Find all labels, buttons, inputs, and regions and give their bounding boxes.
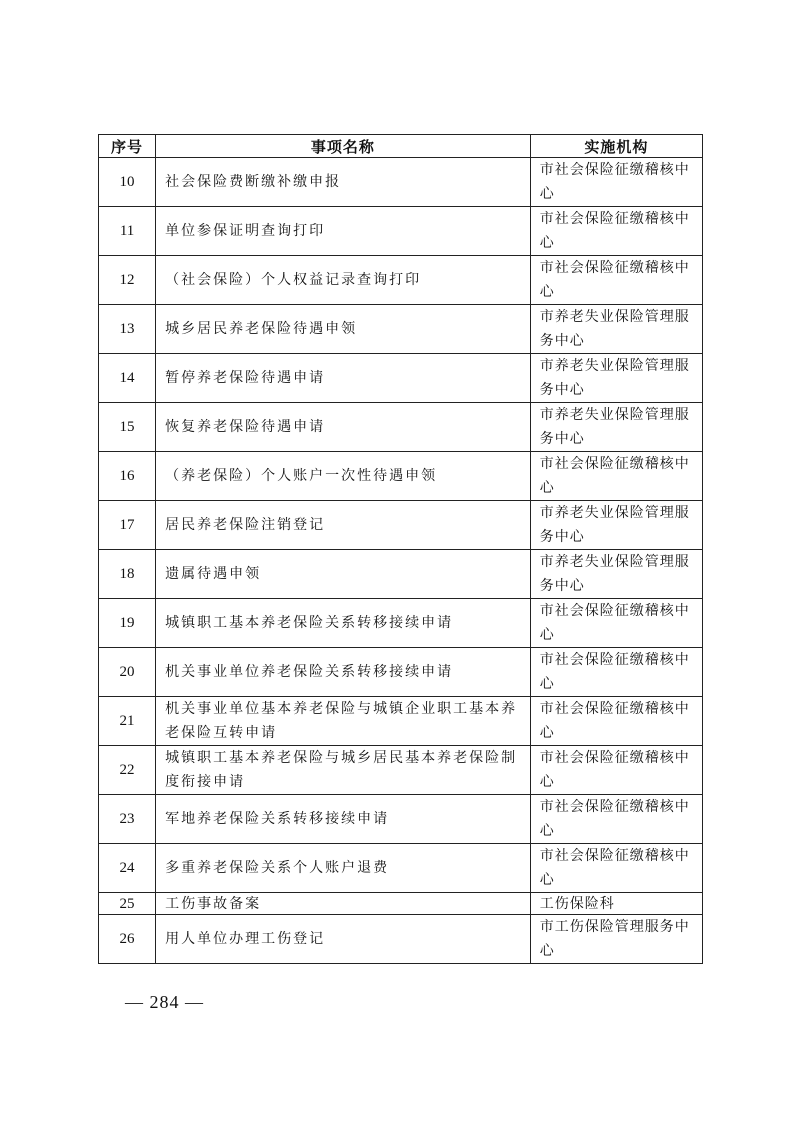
header-implementing-agency: 实施机构 bbox=[530, 135, 702, 158]
row-item-name: 单位参保证明查询打印 bbox=[156, 207, 531, 256]
row-agency: 工伤保险科 bbox=[530, 893, 702, 915]
row-agency: 市社会保险征缴稽核中心 bbox=[530, 599, 702, 648]
row-seq: 23 bbox=[99, 795, 156, 844]
table-row bbox=[99, 305, 703, 354]
table-row bbox=[99, 403, 703, 452]
table-row bbox=[99, 915, 703, 964]
row-seq: 25 bbox=[99, 893, 156, 915]
header-seq: 序号 bbox=[99, 135, 156, 158]
row-agency: 市社会保险征缴稽核中心 bbox=[530, 795, 702, 844]
table-row bbox=[99, 893, 703, 915]
row-item-name: 居民养老保险注销登记 bbox=[156, 501, 531, 550]
item-table bbox=[98, 134, 703, 964]
row-seq: 12 bbox=[99, 256, 156, 305]
row-seq: 10 bbox=[99, 158, 156, 207]
row-agency: 市社会保险征缴稽核中心 bbox=[530, 158, 702, 207]
row-item-name: 军地养老保险关系转移接续申请 bbox=[156, 795, 531, 844]
table-row bbox=[99, 501, 703, 550]
header-item-name: 事项名称 bbox=[156, 135, 531, 158]
table-row bbox=[99, 256, 703, 305]
row-agency: 市养老失业保险管理服务中心 bbox=[530, 354, 702, 403]
row-agency: 市社会保险征缴稽核中心 bbox=[530, 452, 702, 501]
row-agency: 市养老失业保险管理服务中心 bbox=[530, 550, 702, 599]
row-seq: 15 bbox=[99, 403, 156, 452]
row-agency: 市社会保险征缴稽核中心 bbox=[530, 844, 702, 893]
row-seq: 18 bbox=[99, 550, 156, 599]
row-seq: 13 bbox=[99, 305, 156, 354]
table-row bbox=[99, 550, 703, 599]
row-seq: 14 bbox=[99, 354, 156, 403]
row-seq: 20 bbox=[99, 648, 156, 697]
row-agency: 市社会保险征缴稽核中心 bbox=[530, 256, 702, 305]
table-row bbox=[99, 795, 703, 844]
row-item-name: 机关事业单位养老保险关系转移接续申请 bbox=[156, 648, 531, 697]
row-agency: 市养老失业保险管理服务中心 bbox=[530, 305, 702, 354]
row-item-name: 工伤事故备案 bbox=[156, 893, 531, 915]
row-seq: 21 bbox=[99, 697, 156, 746]
row-item-name: 城乡居民养老保险待遇申领 bbox=[156, 305, 531, 354]
row-item-name: 多重养老保险关系个人账户退费 bbox=[156, 844, 531, 893]
row-item-name: 用人单位办理工伤登记 bbox=[156, 915, 531, 964]
row-seq: 17 bbox=[99, 501, 156, 550]
row-item-name: 恢复养老保险待遇申请 bbox=[156, 403, 531, 452]
table-row bbox=[99, 354, 703, 403]
row-item-name: 遗属待遇申领 bbox=[156, 550, 531, 599]
row-item-name: 暂停养老保险待遇申请 bbox=[156, 354, 531, 403]
row-seq: 24 bbox=[99, 844, 156, 893]
table-row bbox=[99, 207, 703, 256]
table-row bbox=[99, 746, 703, 795]
row-agency: 市社会保险征缴稽核中心 bbox=[530, 746, 702, 795]
row-seq: 16 bbox=[99, 452, 156, 501]
page-number: — 284 — bbox=[125, 992, 204, 1012]
row-item-name: （社会保险）个人权益记录查询打印 bbox=[156, 256, 531, 305]
row-agency: 市养老失业保险管理服务中心 bbox=[530, 403, 702, 452]
row-item-name: （养老保险）个人账户一次性待遇申领 bbox=[156, 452, 531, 501]
table-row bbox=[99, 697, 703, 746]
table-row bbox=[99, 599, 703, 648]
row-seq: 22 bbox=[99, 746, 156, 795]
row-item-name: 城镇职工基本养老保险关系转移接续申请 bbox=[156, 599, 531, 648]
row-seq: 26 bbox=[99, 915, 156, 964]
row-agency: 市社会保险征缴稽核中心 bbox=[530, 207, 702, 256]
row-seq: 19 bbox=[99, 599, 156, 648]
table-row bbox=[99, 158, 703, 207]
row-agency: 市社会保险征缴稽核中心 bbox=[530, 697, 702, 746]
table-row bbox=[99, 844, 703, 893]
row-agency: 市工伤保险管理服务中心 bbox=[530, 915, 702, 964]
row-seq: 11 bbox=[99, 207, 156, 256]
row-item-name: 城镇职工基本养老保险与城乡居民基本养老保险制度衔接申请 bbox=[156, 746, 531, 795]
row-item-name: 机关事业单位基本养老保险与城镇企业职工基本养老保险互转申请 bbox=[156, 697, 531, 746]
row-item-name: 社会保险费断缴补缴申报 bbox=[156, 158, 531, 207]
row-agency: 市养老失业保险管理服务中心 bbox=[530, 501, 702, 550]
row-agency: 市社会保险征缴稽核中心 bbox=[530, 648, 702, 697]
table-row bbox=[99, 648, 703, 697]
table-header-row bbox=[99, 135, 703, 158]
table-row bbox=[99, 452, 703, 501]
